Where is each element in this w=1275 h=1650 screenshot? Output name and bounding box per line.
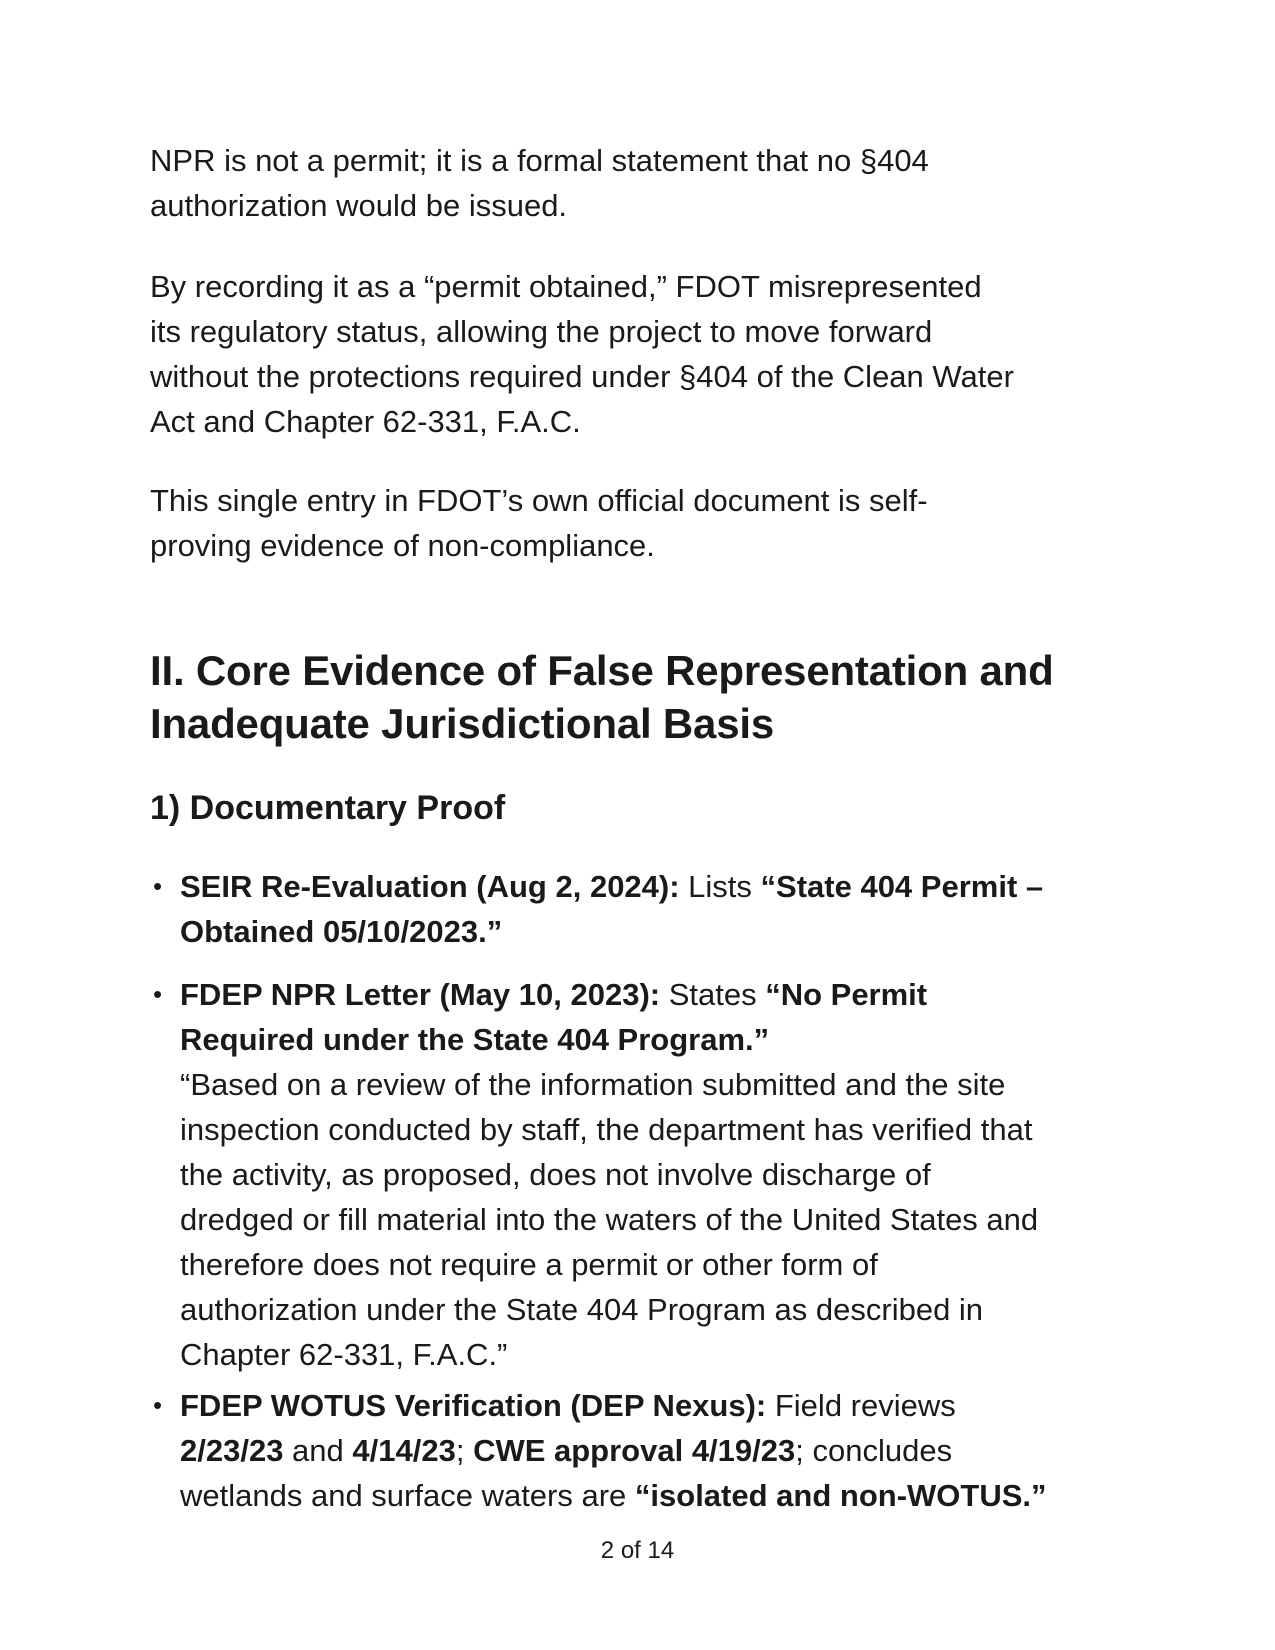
- text-run: authorization under the State 404 Program as described in: [180, 1292, 984, 1327]
- text-line: [180, 1287, 1125, 1332]
- text-line: NPR is not a permit; it is a formal statement that no §404: [150, 143, 929, 178]
- text-run: Required under the State 404 Program.”: [180, 1022, 770, 1057]
- paragraph-self-proving: [150, 478, 1125, 568]
- text-run: ;: [455, 1433, 474, 1468]
- text-line: [180, 1428, 1125, 1473]
- list-item-fdep-npr-letter: [150, 972, 1125, 1377]
- text-run: Field reviews: [766, 1388, 956, 1423]
- page-number: 2 of 14: [600, 1537, 675, 1564]
- text-line: By recording it as a “permit obtained,” FDOT misrepresented: [150, 269, 982, 304]
- text-run: ; concludes: [795, 1433, 953, 1468]
- text-run: “Based on a review of the information submitted and the site: [180, 1067, 1006, 1102]
- text-run: dredged or fill material into the waters of the United States and: [180, 1202, 1039, 1237]
- bullet-icon: •: [153, 979, 163, 1009]
- text-line: Act and Chapter 62-331, F.A.C.: [150, 404, 581, 439]
- text-line: proving evidence of non-compliance.: [150, 528, 655, 563]
- section-heading: [150, 644, 1125, 750]
- text-run: inspection conducted by staff, the department has verified that: [180, 1112, 1033, 1147]
- text-run: 2/23/23: [180, 1433, 284, 1468]
- paragraph-misrepresentation: [150, 264, 1125, 444]
- bullet-icon: •: [153, 871, 163, 901]
- text-run: States: [660, 977, 766, 1012]
- text-line: [180, 1152, 1125, 1197]
- text-run: Obtained 05/10/2023.”: [180, 914, 503, 949]
- text-line: [180, 1197, 1125, 1242]
- text-run: FDEP WOTUS Verification (DEP Nexus):: [180, 1388, 767, 1423]
- text-line: [180, 972, 1125, 1017]
- heading-line: Inadequate Jurisdictional Basis: [150, 700, 774, 747]
- text-run: 4/14/23: [352, 1433, 456, 1468]
- text-line: [180, 1383, 1125, 1428]
- text-run: Chapter 62-331, F.A.C.”: [180, 1337, 508, 1372]
- text-line: [180, 864, 1125, 909]
- text-run: “No Permit: [765, 977, 928, 1012]
- bullet-icon: •: [153, 1390, 163, 1420]
- text-run: and: [283, 1433, 353, 1468]
- text-run: “State 404 Permit –: [760, 869, 1044, 904]
- text-line: [180, 1473, 1125, 1518]
- text-run: SEIR Re-Evaluation (Aug 2, 2024):: [180, 869, 680, 904]
- text-line: authorization would be issued.: [150, 188, 568, 223]
- text-run: “isolated and non-WOTUS.”: [634, 1478, 1047, 1513]
- text-run: wetlands and surface waters are: [180, 1478, 635, 1513]
- paragraph-npr-statement: [150, 138, 1125, 228]
- text-run: CWE approval 4/19/23: [473, 1433, 796, 1468]
- text-run: the activity, as proposed, does not involve discharge of: [180, 1157, 931, 1192]
- list-item-fdep-wotus-verification: [150, 1383, 1125, 1518]
- text-line: [180, 1242, 1125, 1287]
- heading-line: II. Core Evidence of False Representation and: [150, 647, 1054, 694]
- text-run: FDEP NPR Letter (May 10, 2023):: [180, 977, 661, 1012]
- text-run: therefore does not require a permit or other form of: [180, 1247, 878, 1282]
- text-run: Lists: [679, 869, 761, 904]
- subsection-heading: 1) Documentary Proof: [150, 789, 506, 827]
- text-line: [180, 1062, 1125, 1107]
- page-content: [150, 0, 1125, 1518]
- text-line: [180, 1332, 1125, 1377]
- list-item-seir-reevaluation: [150, 864, 1125, 954]
- text-line: This single entry in FDOT’s own official document is self-: [150, 483, 928, 518]
- text-line: [180, 909, 1125, 954]
- text-line: [180, 1107, 1125, 1152]
- text-line: [180, 1017, 1125, 1062]
- text-line: its regulatory status, allowing the project to move forward: [150, 314, 933, 349]
- text-line: without the protections required under §404 of the Clean Water: [150, 359, 1014, 394]
